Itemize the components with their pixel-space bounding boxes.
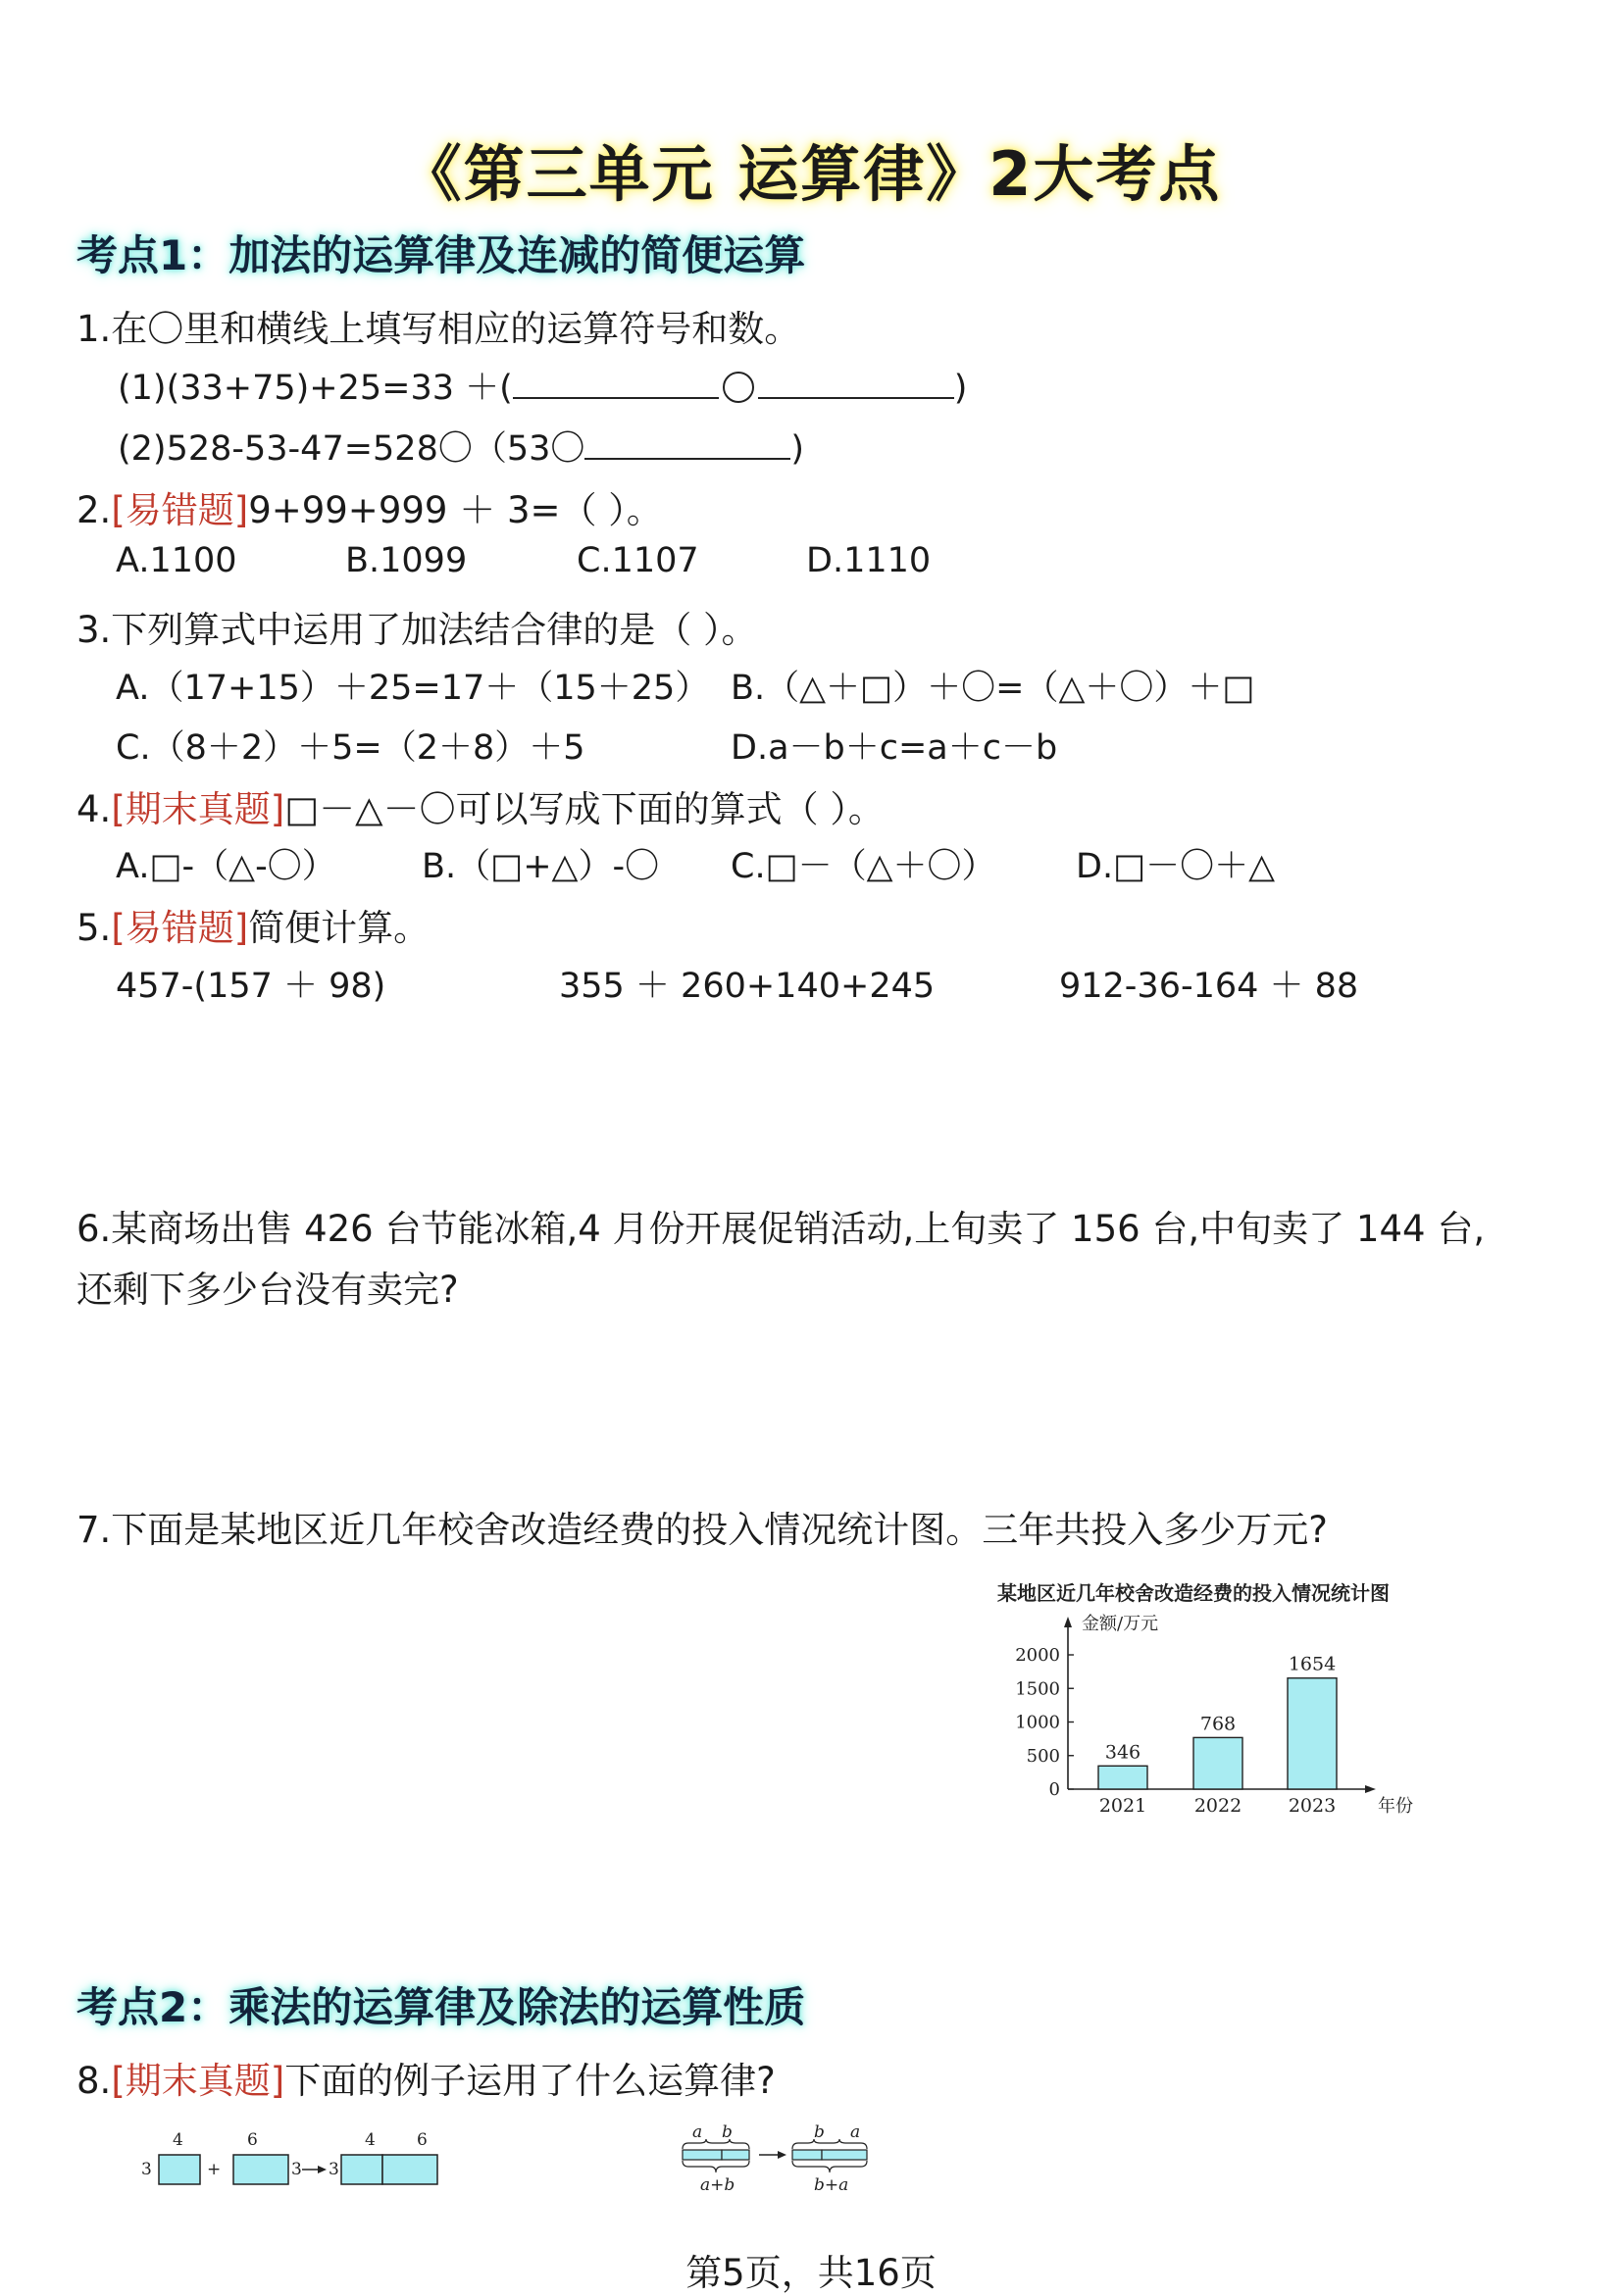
q2-option-a[interactable]: A.1100 [116, 541, 237, 580]
question-number: 4. [76, 788, 112, 830]
section-heading-2: 考点2：乘法的运算律及除法的运算性质 [76, 1983, 806, 2031]
q1-part2-close: ) [790, 429, 805, 469]
area-rect [233, 2155, 288, 2184]
bar-2023 [1288, 1678, 1337, 1789]
height-label: 3 [291, 2160, 302, 2179]
section-heading-1: 考点1：加法的运算律及连减的简便运算 [76, 231, 806, 279]
y-tick-label: 1000 [1015, 1712, 1060, 1733]
bottom-brace [683, 2161, 749, 2172]
segment-model-figure [677, 2120, 902, 2198]
area-rect [382, 2155, 437, 2184]
bar-value-label: 346 [1104, 1741, 1141, 1764]
x-tick-label: 2021 [1098, 1795, 1147, 1817]
question-text: 简便计算。 [248, 907, 431, 949]
answer-blank[interactable] [513, 368, 719, 399]
question-tag: [易错题] [111, 489, 249, 531]
bar-2022 [1193, 1737, 1242, 1789]
question-text: □－△－〇可以写成下面的算式（ ）。 [284, 788, 885, 830]
q5-expression-3: 912-36-164 ＋ 88 [1059, 967, 1359, 1006]
segment-bar [683, 2150, 722, 2160]
question-1-part-1 [118, 361, 967, 410]
segment-label: a [692, 2122, 703, 2142]
y-tick-label: 2000 [1015, 1645, 1060, 1666]
question-tag: [期末真题] [111, 2060, 285, 2102]
question-number: 8. [76, 2060, 112, 2102]
area-rect [341, 2155, 382, 2184]
x-axis-arrow-icon [1365, 1785, 1376, 1793]
answer-blank[interactable] [584, 428, 790, 460]
question-text: 9+99+999 ＋ 3=（ ）。 [248, 489, 663, 531]
arrow-head-icon [778, 2151, 786, 2159]
q2-option-d[interactable]: D.1110 [806, 541, 932, 580]
q4-option-c[interactable]: C.□－（△＋〇） [731, 847, 996, 886]
question-3-stem: 3.下列算式中运用了加法结合律的是（ ）。 [76, 609, 758, 651]
q1-part1-text: (1)(33+75)+25=33 ＋( [118, 369, 513, 408]
segment-label: a [850, 2122, 861, 2142]
y-tick-label: 500 [1026, 1745, 1060, 1767]
chart-title: 某地区近几年校舍改造经费的投入情况统计图 [997, 1581, 1390, 1605]
q4-option-a[interactable]: A.□-（△-〇） [116, 847, 336, 886]
question-tag: [易错题] [111, 907, 249, 949]
segment-label: b [814, 2122, 825, 2142]
segment-bar [822, 2150, 867, 2160]
question-text: 下面的例子运用了什么运算律? [284, 2060, 776, 2102]
sum-label: a+b [700, 2175, 735, 2195]
answer-blank[interactable] [758, 368, 954, 399]
question-8-stem [76, 2051, 776, 2104]
chart-y-label: 金额/万元 [1082, 1614, 1159, 1634]
segment-bar [722, 2150, 749, 2160]
question-tag: [期末真题] [111, 788, 285, 830]
question-1-stem: 1.在〇里和横线上填写相应的运算符号和数。 [76, 308, 801, 350]
arrow-head-icon [318, 2166, 327, 2173]
question-4-stem [76, 779, 885, 832]
q5-expression-1: 457-(157 ＋ 98) [116, 967, 386, 1006]
area-model-figure [137, 2125, 461, 2194]
q1-part1-close: ) [953, 369, 968, 408]
chart-x-label: 年份 [1378, 1796, 1413, 1817]
bar-value-label: 768 [1199, 1713, 1237, 1735]
width-label: 4 [365, 2130, 376, 2150]
q5-expression-2: 355 ＋ 260+140+245 [559, 967, 936, 1006]
width-label: 6 [417, 2130, 428, 2150]
bar-chart [986, 1580, 1486, 1825]
y-tick-label: 1500 [1015, 1678, 1060, 1700]
q4-option-d[interactable]: D.□－〇＋△ [1076, 847, 1276, 886]
q3-option-c[interactable]: C.（8＋2）＋5=（2＋8）＋5 [116, 728, 585, 768]
circle-blank[interactable] [723, 372, 754, 403]
q2-option-c[interactable]: C.1107 [577, 541, 699, 580]
question-number: 5. [76, 907, 112, 949]
x-tick-label: 2023 [1288, 1795, 1337, 1817]
height-label: 3 [141, 2160, 152, 2179]
q3-option-a[interactable]: A.（17+15）＋25=17＋（15＋25） [116, 669, 710, 708]
width-label: 6 [247, 2130, 258, 2150]
q3-option-d[interactable]: D.a－b＋c=a＋c－b [731, 728, 1058, 768]
page-footer: 第5页，共16页 [685, 2252, 937, 2294]
question-number: 2. [76, 489, 112, 531]
question-7-stem: 7.下面是某地区近几年校舍改造经费的投入情况统计图。三年共投入多少万元? [76, 1509, 1328, 1551]
sum-label: b+a [814, 2175, 849, 2195]
height-label: 3 [329, 2160, 339, 2179]
question-2-stem [76, 480, 663, 533]
bar-2021 [1098, 1766, 1147, 1789]
question-1-part-2 [118, 422, 804, 471]
bottom-brace [792, 2161, 867, 2172]
q4-option-b[interactable]: B.（□+△）-〇 [422, 847, 660, 886]
segment-label: b [722, 2122, 733, 2142]
area-rect [159, 2155, 200, 2184]
page-title: 《第三单元 运算律》2大考点 [400, 138, 1222, 210]
q1-part2-text: (2)528-53-47=528〇（53〇 [118, 429, 585, 469]
question-6-line-2: 还剩下多少台没有卖完? [76, 1269, 459, 1311]
segment-bar [792, 2150, 822, 2160]
q2-option-b[interactable]: B.1099 [345, 541, 468, 580]
x-tick-label: 2022 [1193, 1795, 1242, 1817]
question-5-stem [76, 898, 430, 951]
plus-sign: + [207, 2160, 222, 2179]
y-tick-label: 0 [1048, 1779, 1060, 1800]
bar-value-label: 1654 [1288, 1653, 1337, 1675]
width-label: 4 [173, 2130, 183, 2150]
y-axis-arrow-icon [1064, 1617, 1072, 1627]
q3-option-b[interactable]: B.（△＋□）＋〇=（△＋〇）＋□ [731, 669, 1255, 708]
question-6-line-1: 6.某商场出售 426 台节能冰箱,4 月份开展促销活动,上旬卖了 156 台,中旬卖了 144 台, [76, 1208, 1486, 1250]
